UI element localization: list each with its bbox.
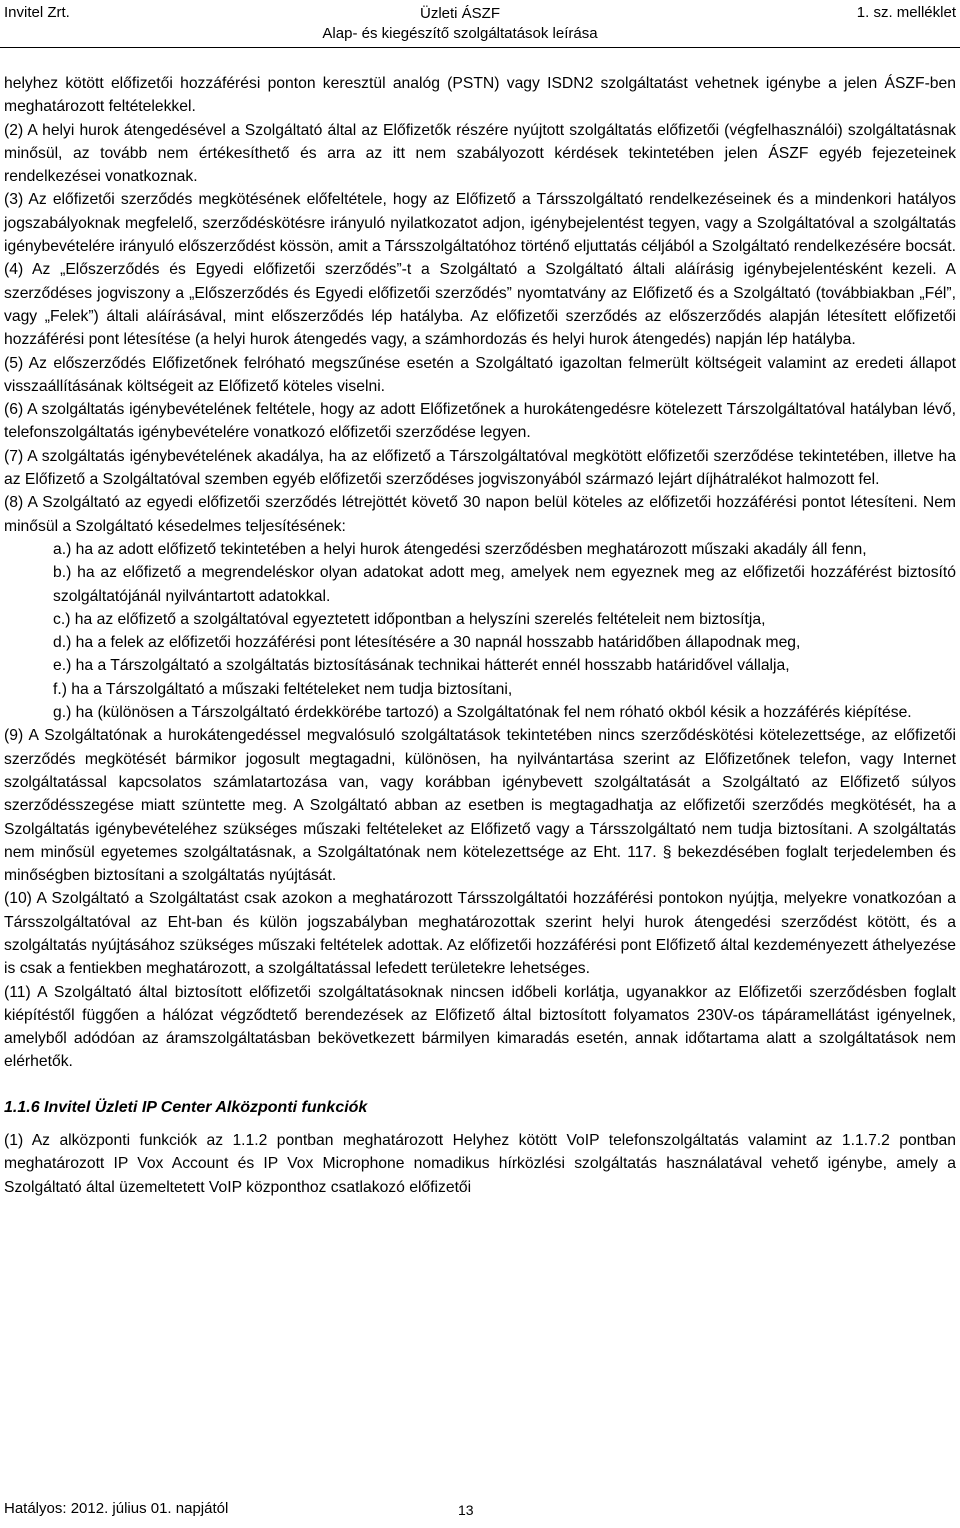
list-item: e.) ha a Társzolgáltató a szolgáltatás biztosításának technikai hátterét ennél hosszabb határidővel vállalja, (53, 657, 790, 675)
list-item: c.) ha az előfizető a szolgáltatóval egyeztetett időpontban a helyszíni szerelés feltételeit nem biztosítja, (53, 610, 766, 628)
paragraph: (3) Az előfizetői szerződés megkötésének előfeltétele, hogy az Előfizető a Társszolgáltató rendelkezéseinek és a mindenkori hatályos jogszabályoknak megfelelő, szerződéskötésre irányuló nyilatkozatot adjon, igénybejelentést tegyen, vagy a Szolgáltatóval a szolgáltatás igénybevételére irányuló előszerződést kössön, amit a Társszolgáltatóhoz történő eljuttatás céljából a Szolgáltató rendelkezésére bocsát. (4, 191, 956, 256)
paragraph: (5) Az előszerződés Előfizetőnek felróható megszűnése esetén a Szolgáltató igazoltan felmerült költségeit valamint az eredeti állapot visszaállításának költségeit az Előfizető köteles viselni. (4, 354, 956, 395)
paragraph: (8) A Szolgáltató az egyedi előfizetői szerződés létrejöttét követő 30 napon belül köteles az előfizetői hozzáférési pontot létesíteni. Nem minősül a Szolgáltató késedelmes teljesítésének: (4, 494, 956, 535)
page-header (0, 0, 960, 48)
paragraph: (2) A helyi hurok átengedésével a Szolgáltató által az Előfizetők részére nyújtott szolgáltatás előfizetői (végfelhasználói) szolgáltatásnak minősül, az tovább nem értékesíthető és arra az itt nem szabályozott kérdések tekintetében jelen ÁSZF egyéb fejezeteinek rendelkezései vonatkoznak. (4, 121, 956, 186)
document-body (4, 72, 956, 1199)
header-company: Invitel Zrt. (4, 4, 70, 21)
header-attachment: 1. sz. melléklet (856, 4, 956, 21)
list-item: d.) ha a felek az előfizetői hozzáférési pont létesítésére a 30 napnál hosszabb határidőben állapodnak meg, (53, 634, 801, 652)
header-title-line1: Üzleti ÁSZF (419, 5, 500, 22)
paragraph: (6) A szolgáltatás igénybevételének feltétele, hogy az adott Előfizetőnek a hurokátengedésre kötelezett Társzolgáltatóval hatályban lévő, telefonszolgáltatás igénybevételére vonatkozó előfizetői szerződése legyen. (4, 401, 956, 442)
paragraph: (9) A Szolgáltatónak a hurokátengedéssel megvalósuló szolgáltatások tekintetében nincs szerződéskötési kötelezettsége, az előfizetői szerződés megkötését bármikor jogosult megtagadni, különösen, ha nyilvántartása szerint az Előfizetőnek telefon, vagy Internet szolgáltatással kapcsolatos számlatartozása van, vagy korábban igénybevett szolgáltatását a Szolgáltató az Előfizető súlyos szerződésszegése miatt szüntette meg. A Szolgáltató abban az esetben is megtagadhatja az előfizetői szerződés megkötését, ha a Szolgáltatás igénybevételéhez szükséges műszaki feltételeket az Előfizető vagy a Társszolgáltató nem tudja biztosítani. A szolgáltatás nem minősül egyetemes szolgáltatásnak, a Szolgáltatónak nem kötelezettsége az Eht. 117. § bekezdésében foglalt terjedelemben és minőségben biztosítani a szolgáltatás nyújtását. (4, 727, 956, 885)
list-item: g.) ha (különösen a Társzolgáltató érdekkörébe tartozó) a Szolgáltatónak fel nem róható okból késik a hozzáférés kiépítése. (53, 704, 912, 722)
header-divider (0, 47, 960, 48)
paragraph: (10) A Szolgáltató a Szolgáltatást csak azokon a meghatározott Társszolgáltatói hozzáférési pontokon nyújtja, melyekre vonatkozóan a Társszolgáltatóval az Eht-ban és külön jogszabályban meghatározottak szerint helyi hurok átengedési szerződést kötött, és a szolgáltatás nyújtásához szükséges műszaki feltételek adottak. Az előfizetői hozzáférési pont Előfizető által kezdeményezett áthelyezése is csak a fentiekben meghatározott, a szolgáltatással lefedett területekre lehetséges. (4, 890, 956, 978)
paragraph: (4) Az „Előszerződés és Egyedi előfizetői szerződés”-t a Szolgáltató a Szolgáltató általi aláírásig igénybejelentésként kezeli. A szerződéses jogviszony a „Előszerződés és Egyedi előfizetői szerződés” nyomtatvány az Előfizető és a Szolgáltató (továbbiakban „Fél”, vagy „Felek”) általi aláírásával, mint előszerződés lép hatályba. Az előfizetői szerződés az előszerződés alapján létesített előfizetői hozzáférési pont létesítése (a helyi hurok átengedés vagy, a számhordozás és helyi hurok átengedés) napján lép hatályba. (4, 261, 956, 349)
list-item: f.) ha a Társzolgáltató a műszaki feltételeket nem tudja biztosítani, (53, 680, 513, 698)
list-item: a.) ha az adott előfizető tekintetében a helyi hurok átengedési szerződésben meghatározott műszaki akadály áll fenn, (53, 540, 867, 558)
page-number: 13 (458, 1502, 474, 1518)
footer-effective-date: Hatályos: 2012. július 01. napjától (4, 1500, 229, 1517)
header-title (0, 4, 920, 44)
paragraph: (7) A szolgáltatás igénybevételének akadálya, ha az előfizető a Társzolgáltatóval megkötött előfizetői szerződése tekintetében, illetve ha az Előfizető a Szolgáltatóval szemben egyéb előfizetői szerződéses jogviszonyából származó lejárt díjhátralékot halmozott fel. (4, 447, 956, 489)
paragraph: (1) Az alközponti funkciók az 1.1.2 pontban meghatározott Helyhez kötött VoIP telefonszolgáltatás valamint az 1.1.7.2 pontban meghatározott IP Vox Account és IP Vox Microphone nomadikus hírközlési szolgáltatás használatával vehető igénybe, amely a Szolgáltató által üzemeltetett VoIP központhoz csatlakozó előfizetői (4, 1132, 956, 1196)
page-footer (0, 1496, 960, 1526)
header-title-line2: Alap- és kiegészítő szolgáltatások leírása (322, 25, 598, 42)
section-heading: 1.1.6 Invitel Üzleti IP Center Alközponti funkciók (4, 1098, 368, 1116)
paragraph: helyhez kötött előfizetői hozzáférési ponton keresztül analóg (PSTN) vagy ISDN2 szolgáltatást vehetnek igénybe a jelen ÁSZF-ben meghatározott feltételekkel. (4, 75, 956, 116)
list-item: b.) ha az előfizető a megrendeléskor olyan adatokat adott meg, amelyek nem egyeznek meg az előfizetői hozzáférést biztosító szolgáltatójánál nyilvántartott adatokkal. (53, 564, 956, 605)
paragraph: (11) A Szolgáltató által biztosított előfizetői szolgáltatásoknak nincsen időbeli korlátja, ugyanakkor az Előfizetői szerződésben foglalt kiépítéstől függően a hálózat végződtető berendezések az Előfizető által biztosított folyamatos 230V-os tápáramellátást igényelnek, amelyből adódóan az áramszolgáltatásban bekövetkezett bármilyen kimaradás esetén, annak időtartama alatt a szolgáltatások nem elérhetők. (4, 983, 956, 1071)
